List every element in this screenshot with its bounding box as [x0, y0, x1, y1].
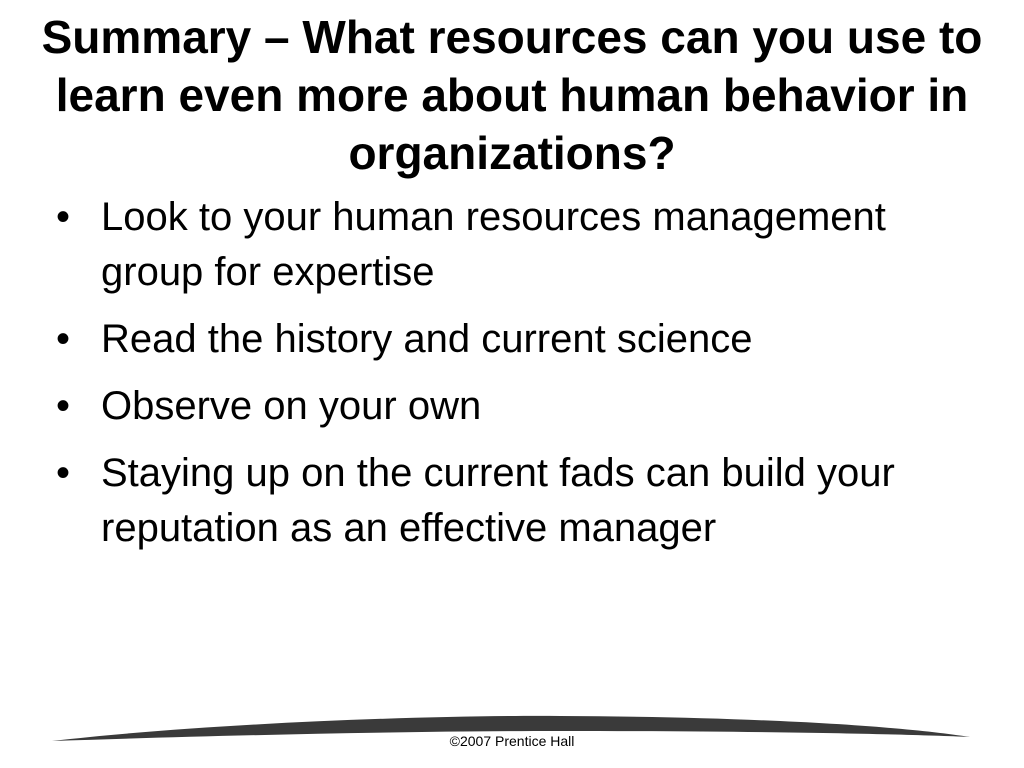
bullet-text: Read the history and current science [101, 317, 753, 361]
bullet-list [56, 190, 956, 568]
bullet-dot-icon: • [56, 317, 71, 361]
bullet-dot-icon: • [56, 384, 71, 428]
bullet-text: Look to your human resources management group for expertise [101, 195, 886, 294]
bullet-item [56, 379, 956, 434]
bullet-item [56, 190, 956, 300]
bullet-text: Staying up on the current fads can build your reputation as an effective manager [101, 451, 895, 550]
bullet-item [56, 446, 956, 556]
slide-title: Summary – What resources can you use to learn even more about human behavior in organizations? [41, 11, 983, 179]
bullet-item [56, 312, 956, 367]
bullet-dot-icon: • [56, 451, 71, 495]
bullet-text: Observe on your own [101, 384, 482, 428]
bullet-dot-icon: • [56, 195, 71, 239]
copyright-footer: ©2007 Prentice Hall [449, 733, 575, 749]
